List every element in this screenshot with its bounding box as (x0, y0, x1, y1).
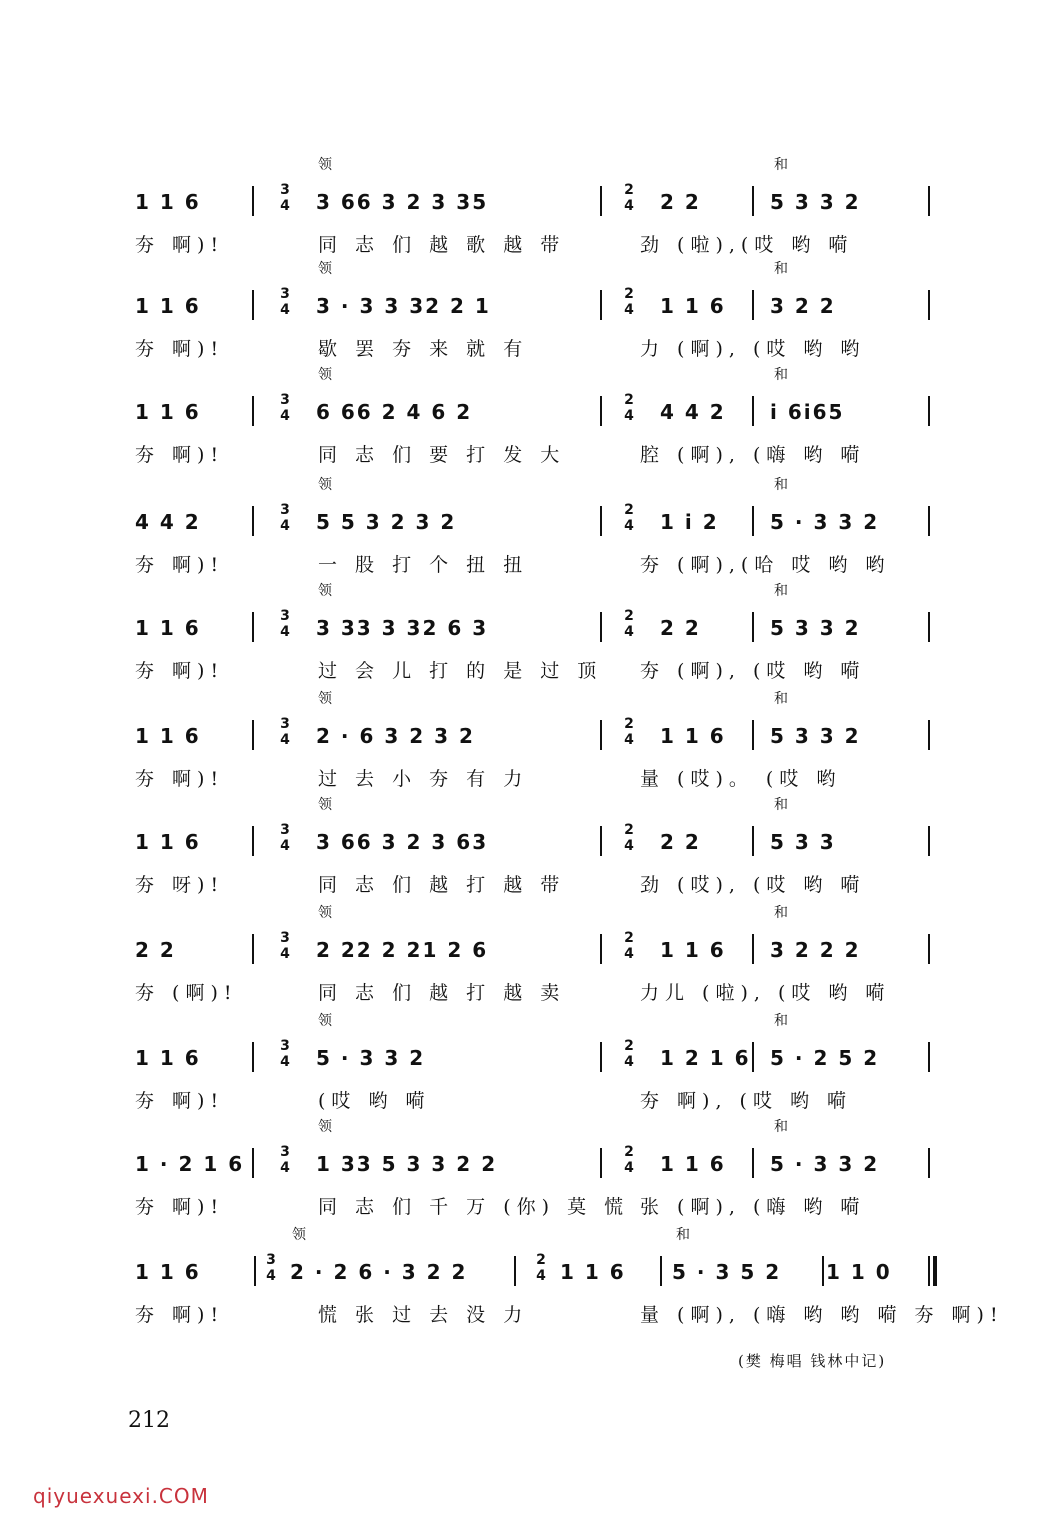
measure: 1 1 6 (135, 830, 201, 854)
lyric-text: 过 去 小 夯 有 力 (318, 768, 529, 790)
measure: 5 · 3 5 2 (672, 1260, 782, 1284)
score-line (0, 1227, 1062, 1362)
time-signature: 3 4 (280, 1144, 290, 1176)
barline (600, 826, 602, 856)
credit-line: (樊 梅唱 钱林中记) (738, 1352, 887, 1370)
barline (600, 612, 602, 642)
lyric-text: 夯 啊)! (135, 234, 225, 256)
measure: 4 4 2 (660, 400, 726, 424)
time-signature: 2 4 (536, 1252, 546, 1284)
barline (252, 934, 254, 964)
time-signature: 2 4 (624, 502, 634, 534)
lyric-text: 夯 啊)! (135, 1090, 225, 1112)
lyric-text: 夯 啊), (哎 哟 嗬 (640, 1090, 853, 1112)
barline (514, 1256, 516, 1286)
lyrics-row (0, 1300, 1062, 1326)
barline (600, 396, 602, 426)
lyric-text: 腔 (啊), (嗨 哟 嗬 (640, 444, 866, 466)
measure: 3 2 2 (770, 294, 836, 318)
lyrics-row (0, 870, 1062, 896)
measure: 5 · 3 3 2 (770, 1152, 880, 1176)
time-signature: 2 4 (624, 286, 634, 318)
lyric-text: 夯 啊)! (135, 1304, 225, 1326)
measure: 1 1 6 (135, 724, 201, 748)
barline (752, 720, 754, 750)
barline (928, 1148, 930, 1178)
time-signature: 3 4 (280, 716, 290, 748)
score-line (0, 157, 1062, 292)
score-line (0, 905, 1062, 1040)
barline (600, 186, 602, 216)
barline (752, 1148, 754, 1178)
measure: 2 2 (660, 190, 701, 214)
measure: 5 3 3 (770, 830, 836, 854)
time-signature: 2 4 (624, 392, 634, 424)
time-signature: 3 4 (266, 1252, 276, 1284)
lyric-text: 劲 (啦),(哎 哟 嗬 (640, 234, 854, 256)
measure: 5 · 3 3 2 (316, 1046, 426, 1070)
chorus-mark: 和 (774, 477, 788, 493)
barline (928, 720, 930, 750)
barline (600, 1148, 602, 1178)
barline (252, 186, 254, 216)
lyrics-row (0, 978, 1062, 1004)
lead-mark: 领 (318, 367, 332, 383)
barline (660, 1256, 662, 1286)
score-line (0, 1013, 1062, 1148)
chorus-mark: 和 (774, 583, 788, 599)
time-signature: 3 4 (280, 286, 290, 318)
chorus-mark: 和 (774, 797, 788, 813)
lyric-text: 夯 (啊),(哈 哎 哟 哟 (640, 554, 891, 576)
measure: 2 2 (660, 830, 701, 854)
measure: 5 3 3 2 (770, 616, 861, 640)
lyric-text: 同 志 们 千 万 (你) 莫 慌 (318, 1196, 630, 1218)
chorus-mark: 和 (774, 1013, 788, 1029)
lyric-text: 夯 (啊)! (135, 982, 238, 1004)
measure: i 6i65 (770, 400, 845, 424)
score-line (0, 583, 1062, 718)
lyric-text: 夯 啊)! (135, 660, 225, 682)
time-signature: 3 4 (280, 182, 290, 214)
measure: 2 2 (135, 938, 176, 962)
lyrics-row (0, 656, 1062, 682)
barline (752, 186, 754, 216)
lyric-text: 力 (啊), (哎 哟 哟 (640, 338, 866, 360)
measure: 1 1 6 (560, 1260, 626, 1284)
chorus-mark: 和 (774, 157, 788, 173)
lyric-text: 夯 (啊), (哎 哟 嗬 (640, 660, 866, 682)
lyrics-row (0, 550, 1062, 576)
lyric-text: 张 (啊), (嗨 哟 嗬 (640, 1196, 866, 1218)
measure: 1 1 0 (826, 1260, 892, 1284)
time-signature: 2 4 (624, 930, 634, 962)
lyric-text: 量 (啊), (嗨 哟 哟 嗬 夯 啊)! (640, 1304, 1004, 1326)
page-number: 212 (128, 1408, 170, 1433)
final-barline-thick (933, 1256, 937, 1286)
barline (600, 934, 602, 964)
measure: 1 1 6 (135, 1046, 201, 1070)
lyric-text: 夯 啊)! (135, 768, 225, 790)
lyrics-row (0, 1086, 1062, 1112)
score-line (0, 367, 1062, 502)
lyric-text: 夯 呀)! (135, 874, 225, 896)
lyric-text: 歇 罢 夯 来 就 有 (318, 338, 529, 360)
score-line (0, 1119, 1062, 1254)
barline (752, 506, 754, 536)
barline (928, 612, 930, 642)
lyrics-row (0, 230, 1062, 256)
time-signature: 3 4 (280, 392, 290, 424)
lyric-text: 同 志 们 要 打 发 大 (318, 444, 566, 466)
lead-mark: 领 (318, 157, 332, 173)
measure: 1 2 1 6 (660, 1046, 751, 1070)
lyric-text: 同 志 们 越 歌 越 带 (318, 234, 566, 256)
barline (928, 826, 930, 856)
measure: 1 1 6 (135, 294, 201, 318)
barline (928, 290, 930, 320)
measure: 1 1 6 (660, 938, 726, 962)
measure: 1 · 2 1 6 (135, 1152, 245, 1176)
measure: 5 3 3 2 (770, 724, 861, 748)
time-signature: 2 4 (624, 1038, 634, 1070)
lyric-text: 同 志 们 越 打 越 卖 (318, 982, 566, 1004)
measure: 4 4 2 (135, 510, 201, 534)
time-signature: 2 4 (624, 608, 634, 640)
lyric-text: 劲 (哎), (哎 哟 嗬 (640, 874, 866, 896)
lyric-text: (哎 哟 嗬 (318, 1090, 431, 1112)
measure: 5 5 3 2 3 2 (316, 510, 457, 534)
lead-mark: 领 (318, 1119, 332, 1135)
measure: 2 · 6 3 2 3 2 (316, 724, 475, 748)
barline (752, 1042, 754, 1072)
measure: 3 2 2 2 (770, 938, 861, 962)
chorus-mark: 和 (774, 1119, 788, 1135)
time-signature: 3 4 (280, 930, 290, 962)
barline (252, 396, 254, 426)
lyric-text: 一 股 打 个 扭 扭 (318, 554, 529, 576)
barline (252, 720, 254, 750)
lead-mark: 领 (318, 583, 332, 599)
barline (252, 826, 254, 856)
measure: 1 1 6 (135, 616, 201, 640)
measure: 6 66 2 4 6 2 (316, 400, 473, 424)
lead-mark: 领 (318, 905, 332, 921)
final-barline-thin (928, 1256, 930, 1286)
score-line (0, 261, 1062, 396)
lead-mark: 领 (318, 261, 332, 277)
time-signature: 2 4 (624, 1144, 634, 1176)
barline (252, 290, 254, 320)
measure: 2 22 2 21 2 6 (316, 938, 489, 962)
time-signature: 3 4 (280, 502, 290, 534)
barline (752, 290, 754, 320)
measure: 1 1 6 (660, 294, 726, 318)
measure: 5 3 3 2 (770, 190, 861, 214)
measure: 1 1 6 (135, 1260, 201, 1284)
lead-mark: 领 (318, 797, 332, 813)
chorus-mark: 和 (774, 367, 788, 383)
barline (752, 612, 754, 642)
time-signature: 3 4 (280, 822, 290, 854)
measure: 3 · 3 3 32 2 1 (316, 294, 491, 318)
time-signature: 2 4 (624, 182, 634, 214)
lyric-text: 夯 啊)! (135, 554, 225, 576)
barline (252, 1148, 254, 1178)
measure: 3 33 3 32 6 3 (316, 616, 489, 640)
measure: 1 1 6 (135, 400, 201, 424)
chorus-mark: 和 (676, 1227, 690, 1243)
lyric-text: 夯 啊)! (135, 1196, 225, 1218)
measure: 1 1 6 (660, 1152, 726, 1176)
lyric-text: 力儿 (啦), (哎 哟 嗬 (640, 982, 891, 1004)
time-signature: 2 4 (624, 822, 634, 854)
lyric-text: 夯 啊)! (135, 338, 225, 360)
lead-mark: 领 (318, 1013, 332, 1029)
barline (928, 396, 930, 426)
measure: 5 · 2 5 2 (770, 1046, 880, 1070)
lyric-text: 过 会 儿 打 的 是 过 顶 (318, 660, 603, 682)
measure: 5 · 3 3 2 (770, 510, 880, 534)
watermark: qiyuexuexi.COM (33, 1484, 209, 1508)
lyric-text: 量 (哎)。 (哎 哟 (640, 768, 842, 790)
measure: 1 1 6 (660, 724, 726, 748)
lyrics-row (0, 764, 1062, 790)
barline (252, 612, 254, 642)
lyrics-row (0, 334, 1062, 360)
lyric-text: 同 志 们 越 打 越 带 (318, 874, 566, 896)
time-signature: 3 4 (280, 608, 290, 640)
measure: 3 66 3 2 3 63 (316, 830, 489, 854)
time-signature: 2 4 (624, 716, 634, 748)
lyrics-row (0, 1192, 1062, 1218)
measure: 1 1 6 (135, 190, 201, 214)
barline (752, 826, 754, 856)
measure: 2 2 (660, 616, 701, 640)
chorus-mark: 和 (774, 691, 788, 707)
barline (252, 506, 254, 536)
barline (752, 396, 754, 426)
barline (752, 934, 754, 964)
chorus-mark: 和 (774, 261, 788, 277)
barline (928, 186, 930, 216)
barline (254, 1256, 256, 1286)
lyric-text: 慌 张 过 去 没 力 (318, 1304, 529, 1326)
barline (928, 1042, 930, 1072)
score-line (0, 691, 1062, 826)
barline (928, 506, 930, 536)
lead-mark: 领 (292, 1227, 306, 1243)
score-line (0, 477, 1062, 612)
measure: 1 33 5 3 3 2 2 (316, 1152, 498, 1176)
barline (600, 1042, 602, 1072)
lyrics-row (0, 440, 1062, 466)
measure: 1 i 2 (660, 510, 719, 534)
barline (600, 720, 602, 750)
measure: 3 66 3 2 3 35 (316, 190, 489, 214)
time-signature: 3 4 (280, 1038, 290, 1070)
barline (822, 1256, 824, 1286)
barline (600, 290, 602, 320)
measure: 2 · 2 6 · 3 2 2 (290, 1260, 468, 1284)
lead-mark: 领 (318, 691, 332, 707)
lead-mark: 领 (318, 477, 332, 493)
barline (600, 506, 602, 536)
lyric-text: 夯 啊)! (135, 444, 225, 466)
chorus-mark: 和 (774, 905, 788, 921)
barline (928, 934, 930, 964)
barline (252, 1042, 254, 1072)
score-line (0, 797, 1062, 932)
